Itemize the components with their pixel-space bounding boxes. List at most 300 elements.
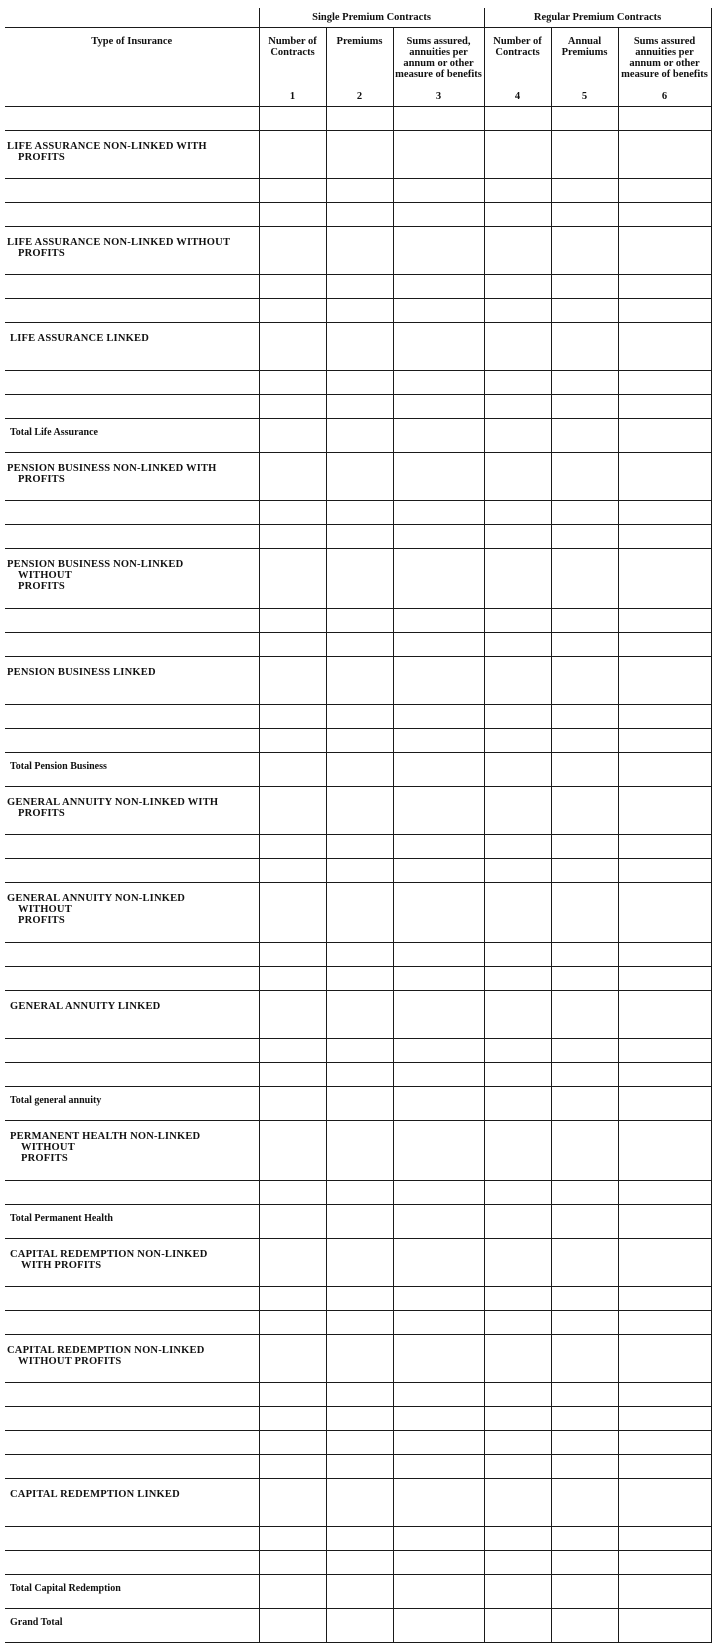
entry-cell-col-5[interactable] <box>551 1311 618 1335</box>
row-label <box>5 1383 259 1407</box>
entry-cell-col-5[interactable] <box>551 1479 618 1527</box>
entry-cell-col-4[interactable] <box>484 275 551 299</box>
entry-cell-col-5[interactable] <box>551 131 618 179</box>
entry-cell-col-4[interactable] <box>484 1063 551 1087</box>
entry-cell-col-4[interactable] <box>484 859 551 883</box>
entry-cell-col-2[interactable] <box>326 453 393 501</box>
entry-cell-col-1[interactable] <box>259 967 326 991</box>
entry-cell-col-4[interactable] <box>484 1121 551 1181</box>
entry-cell-col-2[interactable] <box>326 371 393 395</box>
entry-cell-col-4[interactable] <box>484 753 551 787</box>
entry-cell-col-5[interactable] <box>551 1609 618 1643</box>
entry-cell-col-5[interactable] <box>551 991 618 1039</box>
entry-cell-col-3[interactable] <box>393 501 484 525</box>
entry-cell-col-4[interactable] <box>484 1335 551 1383</box>
entry-cell-col-4[interactable] <box>484 525 551 549</box>
entry-cell-col-3[interactable] <box>393 1205 484 1239</box>
entry-cell-col-5[interactable] <box>551 1063 618 1087</box>
entry-cell-col-1[interactable] <box>259 883 326 943</box>
entry-cell-col-1[interactable] <box>259 1479 326 1527</box>
entry-cell-col-6[interactable] <box>618 729 711 753</box>
entry-cell-col-4[interactable] <box>484 1205 551 1239</box>
entry-cell-col-4[interactable] <box>484 1527 551 1551</box>
entry-cell-col-1[interactable] <box>259 1575 326 1609</box>
entry-cell-col-5[interactable] <box>551 657 618 705</box>
entry-cell-col-6[interactable] <box>618 453 711 501</box>
entry-cell-col-6[interactable] <box>618 371 711 395</box>
entry-cell-col-5[interactable] <box>551 275 618 299</box>
entry-cell-col-1[interactable] <box>259 203 326 227</box>
entry-cell-col-4[interactable] <box>484 1455 551 1479</box>
entry-cell-col-2[interactable] <box>326 1479 393 1527</box>
entry-cell-col-3[interactable] <box>393 107 484 131</box>
entry-cell-col-6[interactable] <box>618 1087 711 1121</box>
entry-cell-col-2[interactable] <box>326 1121 393 1181</box>
entry-cell-col-1[interactable] <box>259 787 326 835</box>
entry-cell-col-1[interactable] <box>259 1455 326 1479</box>
entry-cell-col-3[interactable] <box>393 705 484 729</box>
entry-cell-col-6[interactable] <box>618 299 711 323</box>
entry-cell-col-5[interactable] <box>551 1287 618 1311</box>
entry-cell-col-1[interactable] <box>259 227 326 275</box>
entry-cell-col-2[interactable] <box>326 501 393 525</box>
entry-cell-col-4[interactable] <box>484 1181 551 1205</box>
entry-cell-col-4[interactable] <box>484 1479 551 1527</box>
entry-cell-col-5[interactable] <box>551 1551 618 1575</box>
entry-cell-col-1[interactable] <box>259 275 326 299</box>
entry-cell-col-1[interactable] <box>259 371 326 395</box>
entry-cell-col-2[interactable] <box>326 549 393 609</box>
entry-cell-col-6[interactable] <box>618 501 711 525</box>
entry-cell-col-5[interactable] <box>551 633 618 657</box>
entry-cell-col-3[interactable] <box>393 1335 484 1383</box>
entry-cell-col-1[interactable] <box>259 633 326 657</box>
entry-cell-col-4[interactable] <box>484 501 551 525</box>
entry-cell-col-1[interactable] <box>259 1063 326 1087</box>
entry-cell-col-2[interactable] <box>326 787 393 835</box>
entry-cell-col-5[interactable] <box>551 1575 618 1609</box>
entry-cell-col-5[interactable] <box>551 501 618 525</box>
entry-cell-col-4[interactable] <box>484 299 551 323</box>
entry-cell-col-1[interactable] <box>259 657 326 705</box>
entry-cell-col-3[interactable] <box>393 525 484 549</box>
entry-cell-col-6[interactable] <box>618 859 711 883</box>
entry-cell-col-2[interactable] <box>326 131 393 179</box>
entry-cell-col-1[interactable] <box>259 501 326 525</box>
entry-cell-col-3[interactable] <box>393 275 484 299</box>
entry-cell-col-2[interactable] <box>326 1287 393 1311</box>
entry-cell-col-5[interactable] <box>551 395 618 419</box>
entry-cell-col-3[interactable] <box>393 131 484 179</box>
entry-cell-col-2[interactable] <box>326 1455 393 1479</box>
entry-cell-col-6[interactable] <box>618 1551 711 1575</box>
entry-cell-col-3[interactable] <box>393 395 484 419</box>
entry-cell-col-5[interactable] <box>551 203 618 227</box>
entry-cell-col-3[interactable] <box>393 1121 484 1181</box>
entry-cell-col-4[interactable] <box>484 633 551 657</box>
entry-cell-col-1[interactable] <box>259 179 326 203</box>
entry-cell-col-2[interactable] <box>326 107 393 131</box>
entry-cell-col-2[interactable] <box>326 609 393 633</box>
entry-cell-col-3[interactable] <box>393 657 484 705</box>
column-header-5 <box>551 28 618 107</box>
entry-cell-col-1[interactable] <box>259 943 326 967</box>
entry-cell-col-2[interactable] <box>326 1087 393 1121</box>
entry-cell-col-5[interactable] <box>551 883 618 943</box>
entry-cell-col-2[interactable] <box>326 1383 393 1407</box>
entry-cell-col-5[interactable] <box>551 179 618 203</box>
entry-cell-col-5[interactable] <box>551 525 618 549</box>
entry-cell-col-1[interactable] <box>259 1239 326 1287</box>
entry-cell-col-2[interactable] <box>326 1575 393 1609</box>
row-label <box>5 729 259 753</box>
section-title-line: PROFITS <box>21 1153 68 1164</box>
column-number: 1 <box>289 91 296 102</box>
entry-cell-col-6[interactable] <box>618 1455 711 1479</box>
entry-cell-col-1[interactable] <box>259 1039 326 1063</box>
entry-cell-col-6[interactable] <box>618 203 711 227</box>
entry-cell-col-1[interactable] <box>259 1609 326 1643</box>
entry-cell-col-3[interactable] <box>393 1287 484 1311</box>
entry-cell-col-6[interactable] <box>618 179 711 203</box>
entry-cell-col-3[interactable] <box>393 1383 484 1407</box>
section-title-line: CAPITAL REDEMPTION NON-LINKED <box>7 1345 205 1356</box>
entry-cell-col-4[interactable] <box>484 835 551 859</box>
blank-row <box>5 859 711 883</box>
entry-cell-col-4[interactable] <box>484 203 551 227</box>
entry-cell-col-6[interactable] <box>618 787 711 835</box>
entry-cell-col-5[interactable] <box>551 859 618 883</box>
entry-cell-col-5[interactable] <box>551 1431 618 1455</box>
entry-cell-col-4[interactable] <box>484 1407 551 1431</box>
entry-cell-col-1[interactable] <box>259 1181 326 1205</box>
entry-cell-col-3[interactable] <box>393 1479 484 1527</box>
entry-cell-col-2[interactable] <box>326 525 393 549</box>
entry-cell-col-1[interactable] <box>259 299 326 323</box>
entry-cell-col-2[interactable] <box>326 943 393 967</box>
entry-cell-col-5[interactable] <box>551 1181 618 1205</box>
entry-cell-col-4[interactable] <box>484 107 551 131</box>
entry-cell-col-1[interactable] <box>259 549 326 609</box>
entry-cell-col-5[interactable] <box>551 729 618 753</box>
entry-cell-col-1[interactable] <box>259 609 326 633</box>
entry-cell-col-4[interactable] <box>484 1431 551 1455</box>
entry-cell-col-6[interactable] <box>618 1407 711 1431</box>
entry-cell-col-1[interactable] <box>259 419 326 453</box>
entry-cell-col-3[interactable] <box>393 1239 484 1287</box>
entry-cell-col-5[interactable] <box>551 967 618 991</box>
entry-cell-col-1[interactable] <box>259 729 326 753</box>
row-label <box>5 859 259 883</box>
entry-cell-col-2[interactable] <box>326 1551 393 1575</box>
entry-cell-col-3[interactable] <box>393 883 484 943</box>
entry-cell-col-4[interactable] <box>484 1383 551 1407</box>
entry-cell-col-2[interactable] <box>326 991 393 1039</box>
entry-cell-col-1[interactable] <box>259 107 326 131</box>
entry-cell-col-5[interactable] <box>551 453 618 501</box>
entry-cell-col-6[interactable] <box>618 395 711 419</box>
entry-cell-col-1[interactable] <box>259 525 326 549</box>
entry-cell-col-1[interactable] <box>259 131 326 179</box>
entry-cell-col-2[interactable] <box>326 1431 393 1455</box>
entry-cell-col-3[interactable] <box>393 1039 484 1063</box>
entry-cell-col-1[interactable] <box>259 991 326 1039</box>
entry-cell-col-5[interactable] <box>551 753 618 787</box>
entry-cell-col-6[interactable] <box>618 419 711 453</box>
entry-cell-col-1[interactable] <box>259 1335 326 1383</box>
entry-cell-col-2[interactable] <box>326 753 393 787</box>
entry-cell-col-3[interactable] <box>393 1311 484 1335</box>
entry-cell-col-3[interactable] <box>393 1527 484 1551</box>
entry-cell-col-2[interactable] <box>326 883 393 943</box>
entry-cell-col-1[interactable] <box>259 1527 326 1551</box>
entry-cell-col-4[interactable] <box>484 1575 551 1609</box>
entry-cell-col-2[interactable] <box>326 395 393 419</box>
entry-cell-col-6[interactable] <box>618 1181 711 1205</box>
entry-cell-col-2[interactable] <box>326 1335 393 1383</box>
entry-cell-col-3[interactable] <box>393 323 484 371</box>
entry-cell-col-6[interactable] <box>618 657 711 705</box>
entry-cell-col-6[interactable] <box>618 1205 711 1239</box>
entry-cell-col-5[interactable] <box>551 1335 618 1383</box>
entry-cell-col-3[interactable] <box>393 991 484 1039</box>
entry-cell-col-2[interactable] <box>326 323 393 371</box>
entry-cell-col-3[interactable] <box>393 1455 484 1479</box>
entry-cell-col-4[interactable] <box>484 787 551 835</box>
entry-cell-col-2[interactable] <box>326 1039 393 1063</box>
entry-cell-col-5[interactable] <box>551 1087 618 1121</box>
entry-cell-col-2[interactable] <box>326 657 393 705</box>
entry-cell-col-4[interactable] <box>484 1087 551 1121</box>
entry-cell-col-4[interactable] <box>484 609 551 633</box>
entry-cell-col-6[interactable] <box>618 1287 711 1311</box>
entry-cell-col-5[interactable] <box>551 299 618 323</box>
entry-cell-col-3[interactable] <box>393 1063 484 1087</box>
entry-cell-col-3[interactable] <box>393 1551 484 1575</box>
entry-cell-col-3[interactable] <box>393 753 484 787</box>
entry-cell-col-6[interactable] <box>618 753 711 787</box>
entry-cell-col-5[interactable] <box>551 1121 618 1181</box>
entry-cell-col-2[interactable] <box>326 859 393 883</box>
entry-cell-col-3[interactable] <box>393 227 484 275</box>
entry-cell-col-2[interactable] <box>326 179 393 203</box>
entry-cell-col-4[interactable] <box>484 371 551 395</box>
entry-cell-col-5[interactable] <box>551 419 618 453</box>
entry-cell-col-1[interactable] <box>259 705 326 729</box>
entry-cell-col-4[interactable] <box>484 943 551 967</box>
entry-cell-col-1[interactable] <box>259 859 326 883</box>
entry-cell-col-5[interactable] <box>551 1407 618 1431</box>
row-label <box>5 323 259 371</box>
row-label <box>5 657 259 705</box>
entry-cell-col-4[interactable] <box>484 323 551 371</box>
entry-cell-col-5[interactable] <box>551 1039 618 1063</box>
entry-cell-col-4[interactable] <box>484 549 551 609</box>
entry-cell-col-3[interactable] <box>393 729 484 753</box>
entry-cell-col-1[interactable] <box>259 1311 326 1335</box>
section-title-row <box>5 453 711 501</box>
entry-cell-col-3[interactable] <box>393 549 484 609</box>
entry-cell-col-2[interactable] <box>326 835 393 859</box>
entry-cell-col-5[interactable] <box>551 1205 618 1239</box>
entry-cell-col-3[interactable] <box>393 203 484 227</box>
entry-cell-col-3[interactable] <box>393 967 484 991</box>
entry-cell-col-5[interactable] <box>551 227 618 275</box>
entry-cell-col-1[interactable] <box>259 1431 326 1455</box>
section-title-line: PROFITS <box>18 915 65 926</box>
entry-cell-col-5[interactable] <box>551 787 618 835</box>
entry-cell-col-3[interactable] <box>393 835 484 859</box>
entry-cell-col-2[interactable] <box>326 1609 393 1643</box>
entry-cell-col-1[interactable] <box>259 1121 326 1181</box>
entry-cell-col-6[interactable] <box>618 275 711 299</box>
entry-cell-col-6[interactable] <box>618 1311 711 1335</box>
entry-cell-col-3[interactable] <box>393 633 484 657</box>
entry-cell-col-4[interactable] <box>484 657 551 705</box>
entry-cell-col-1[interactable] <box>259 1383 326 1407</box>
entry-cell-col-5[interactable] <box>551 943 618 967</box>
entry-cell-col-4[interactable] <box>484 131 551 179</box>
entry-cell-col-6[interactable] <box>618 1039 711 1063</box>
entry-cell-col-5[interactable] <box>551 705 618 729</box>
entry-cell-col-4[interactable] <box>484 967 551 991</box>
entry-cell-col-1[interactable] <box>259 753 326 787</box>
entry-cell-col-5[interactable] <box>551 609 618 633</box>
entry-cell-col-6[interactable] <box>618 549 711 609</box>
entry-cell-col-2[interactable] <box>326 227 393 275</box>
entry-cell-col-4[interactable] <box>484 883 551 943</box>
entry-cell-col-4[interactable] <box>484 1311 551 1335</box>
entry-cell-col-4[interactable] <box>484 419 551 453</box>
entry-cell-col-4[interactable] <box>484 1551 551 1575</box>
entry-cell-col-4[interactable] <box>484 1239 551 1287</box>
entry-cell-col-2[interactable] <box>326 705 393 729</box>
entry-cell-col-2[interactable] <box>326 1527 393 1551</box>
entry-cell-col-6[interactable] <box>618 1335 711 1383</box>
entry-cell-col-6[interactable] <box>618 967 711 991</box>
entry-cell-col-6[interactable] <box>618 1063 711 1087</box>
entry-cell-col-2[interactable] <box>326 1181 393 1205</box>
entry-cell-col-2[interactable] <box>326 1239 393 1287</box>
entry-cell-col-6[interactable] <box>618 883 711 943</box>
entry-cell-col-6[interactable] <box>618 1383 711 1407</box>
entry-cell-col-5[interactable] <box>551 323 618 371</box>
entry-cell-col-2[interactable] <box>326 419 393 453</box>
entry-cell-col-6[interactable] <box>618 227 711 275</box>
entry-cell-col-6[interactable] <box>618 1431 711 1455</box>
entry-cell-col-2[interactable] <box>326 275 393 299</box>
section-title-line: WITHOUT <box>21 1142 75 1153</box>
section-title-line: PROFITS <box>18 808 65 819</box>
entry-cell-col-5[interactable] <box>551 835 618 859</box>
entry-cell-col-3[interactable] <box>393 787 484 835</box>
entry-cell-col-6[interactable] <box>618 991 711 1039</box>
row-label <box>5 1431 259 1455</box>
entry-cell-col-6[interactable] <box>618 323 711 371</box>
entry-cell-col-1[interactable] <box>259 323 326 371</box>
entry-cell-col-2[interactable] <box>326 633 393 657</box>
entry-cell-col-6[interactable] <box>618 1575 711 1609</box>
entry-cell-col-3[interactable] <box>393 179 484 203</box>
entry-cell-col-4[interactable] <box>484 1609 551 1643</box>
entry-cell-col-6[interactable] <box>618 835 711 859</box>
section-title-line: GENERAL ANNUITY NON-LINKED <box>7 893 186 904</box>
entry-cell-col-1[interactable] <box>259 1087 326 1121</box>
entry-cell-col-6[interactable] <box>618 1239 711 1287</box>
entry-cell-col-3[interactable] <box>393 299 484 323</box>
entry-cell-col-3[interactable] <box>393 859 484 883</box>
entry-cell-col-1[interactable] <box>259 1407 326 1431</box>
entry-cell-col-1[interactable] <box>259 1205 326 1239</box>
entry-cell-col-4[interactable] <box>484 705 551 729</box>
entry-cell-col-4[interactable] <box>484 1039 551 1063</box>
entry-cell-col-1[interactable] <box>259 1287 326 1311</box>
entry-cell-col-2[interactable] <box>326 1205 393 1239</box>
entry-cell-col-3[interactable] <box>393 419 484 453</box>
entry-cell-col-4[interactable] <box>484 179 551 203</box>
entry-cell-col-3[interactable] <box>393 1181 484 1205</box>
entry-cell-col-6[interactable] <box>618 107 711 131</box>
entry-cell-col-6[interactable] <box>618 1609 711 1643</box>
entry-cell-col-6[interactable] <box>618 633 711 657</box>
entry-cell-col-3[interactable] <box>393 1407 484 1431</box>
entry-cell-col-1[interactable] <box>259 835 326 859</box>
entry-cell-col-3[interactable] <box>393 453 484 501</box>
entry-cell-col-2[interactable] <box>326 1407 393 1431</box>
entry-cell-col-3[interactable] <box>393 1431 484 1455</box>
section-title-row <box>5 991 711 1039</box>
entry-cell-col-6[interactable] <box>618 1527 711 1551</box>
entry-cell-col-6[interactable] <box>618 525 711 549</box>
entry-cell-col-6[interactable] <box>618 705 711 729</box>
entry-cell-col-2[interactable] <box>326 203 393 227</box>
entry-cell-col-1[interactable] <box>259 395 326 419</box>
entry-cell-col-3[interactable] <box>393 943 484 967</box>
entry-cell-col-2[interactable] <box>326 967 393 991</box>
entry-cell-col-3[interactable] <box>393 609 484 633</box>
entry-cell-col-2[interactable] <box>326 729 393 753</box>
entry-cell-col-2[interactable] <box>326 1311 393 1335</box>
row-label <box>5 275 259 299</box>
entry-cell-col-3[interactable] <box>393 1609 484 1643</box>
entry-cell-col-3[interactable] <box>393 371 484 395</box>
entry-cell-col-5[interactable] <box>551 371 618 395</box>
entry-cell-col-1[interactable] <box>259 1551 326 1575</box>
entry-cell-col-5[interactable] <box>551 1239 618 1287</box>
entry-cell-col-4[interactable] <box>484 395 551 419</box>
entry-cell-col-6[interactable] <box>618 131 711 179</box>
entry-cell-col-3[interactable] <box>393 1575 484 1609</box>
entry-cell-col-2[interactable] <box>326 1063 393 1087</box>
entry-cell-col-1[interactable] <box>259 453 326 501</box>
entry-cell-col-4[interactable] <box>484 1287 551 1311</box>
entry-cell-col-5[interactable] <box>551 1383 618 1407</box>
entry-cell-col-4[interactable] <box>484 227 551 275</box>
entry-cell-col-6[interactable] <box>618 1121 711 1181</box>
entry-cell-col-2[interactable] <box>326 299 393 323</box>
entry-cell-col-6[interactable] <box>618 943 711 967</box>
entry-cell-col-6[interactable] <box>618 609 711 633</box>
entry-cell-col-5[interactable] <box>551 549 618 609</box>
entry-cell-col-4[interactable] <box>484 729 551 753</box>
entry-cell-col-4[interactable] <box>484 991 551 1039</box>
entry-cell-col-5[interactable] <box>551 1455 618 1479</box>
entry-cell-col-5[interactable] <box>551 107 618 131</box>
entry-cell-col-3[interactable] <box>393 1087 484 1121</box>
entry-cell-col-5[interactable] <box>551 1527 618 1551</box>
entry-cell-col-4[interactable] <box>484 453 551 501</box>
entry-cell-col-6[interactable] <box>618 1479 711 1527</box>
